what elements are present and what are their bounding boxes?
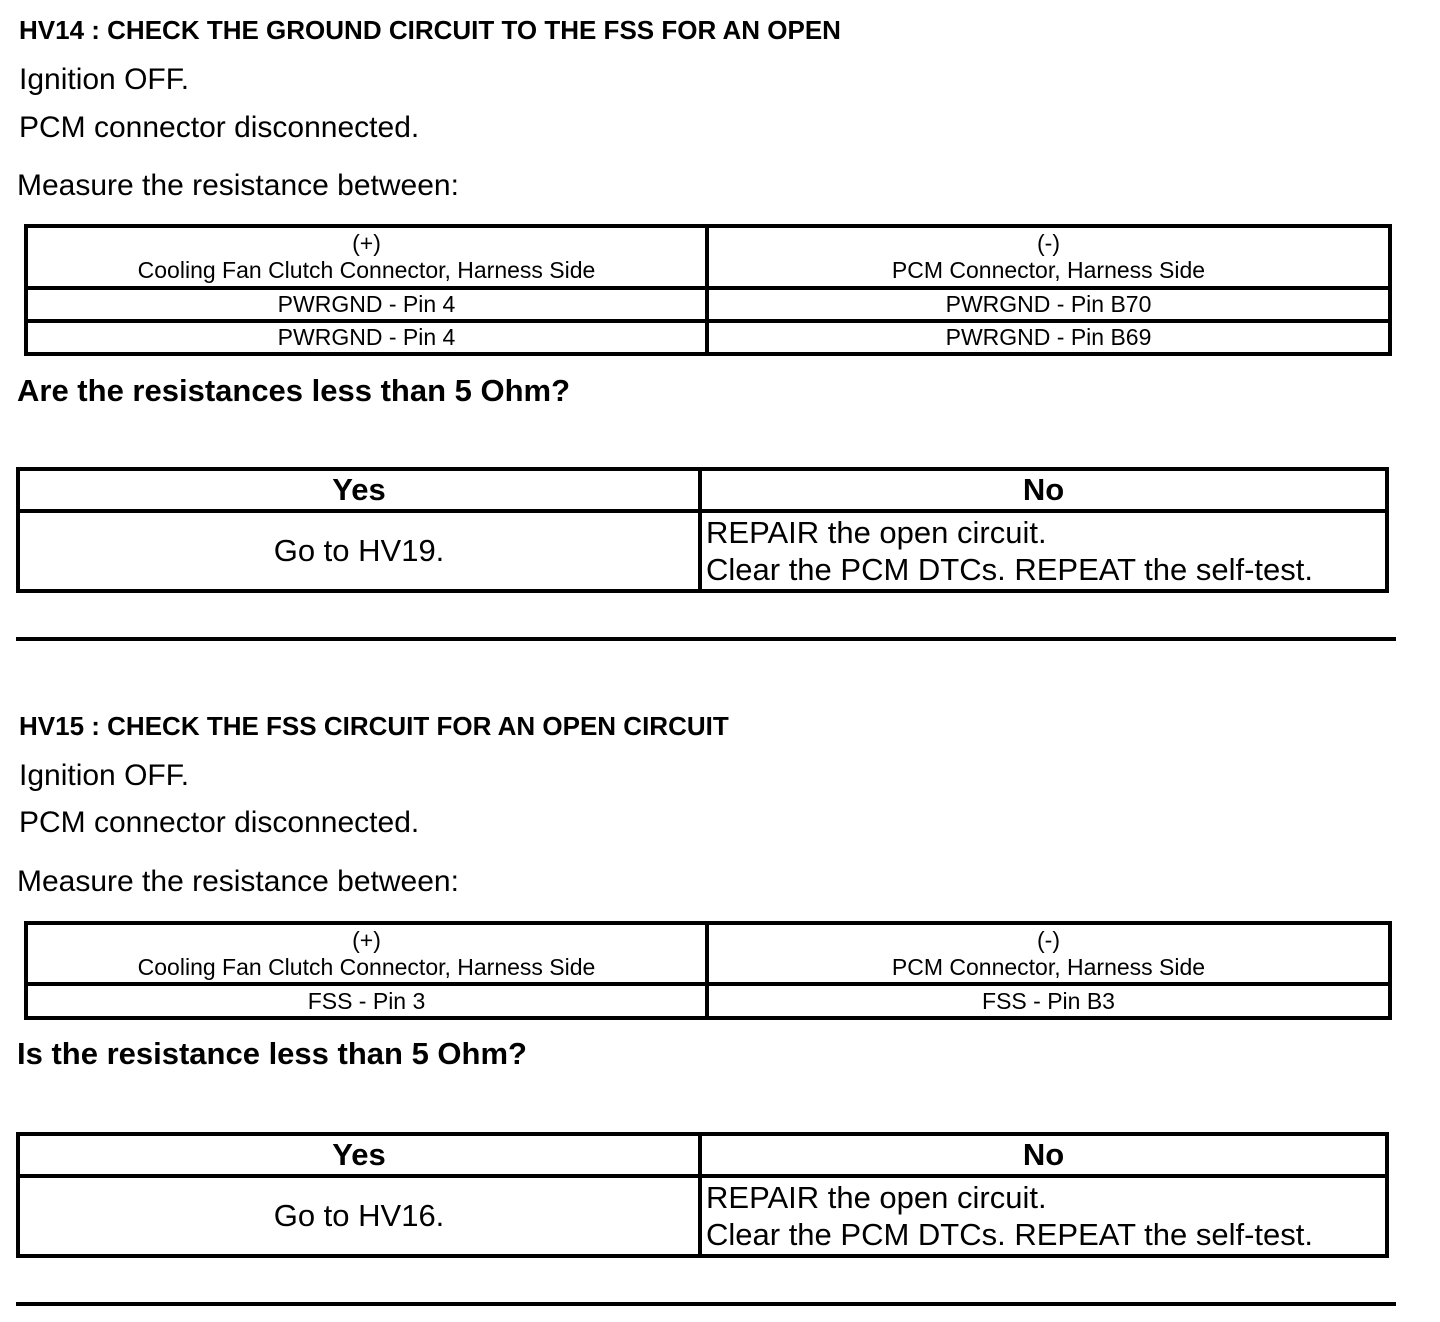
condition-ignition-off: Ignition OFF. [19, 63, 190, 96]
no-action [700, 511, 1387, 591]
result-header-row [18, 469, 1387, 511]
positive-probe-header [26, 226, 707, 288]
no-header: No [700, 469, 1387, 511]
result-table-hv14 [16, 467, 1389, 593]
result-table-hv15 [16, 1132, 1389, 1258]
negative-connector-label: PCM Connector, Harness Side [891, 953, 1206, 980]
section-title-hv15: HV15 : CHECK THE FSS CIRCUIT FOR AN OPEN CIRCUIT [19, 711, 729, 741]
positive-pin: PWRGND - Pin 4 [26, 321, 707, 354]
negative-connector-label: PCM Connector, Harness Side [891, 257, 1206, 283]
no-action-line: Clear the PCM DTCs. REPEAT the self-test. [706, 1217, 1313, 1252]
question-hv15: Is the resistance less than 5 Ohm? [17, 1036, 527, 1071]
measurement-row [26, 321, 1390, 354]
section-divider [16, 1302, 1396, 1306]
negative-probe-header [707, 226, 1390, 288]
no-action-line: Clear the PCM DTCs. REPEAT the self-test. [706, 552, 1313, 587]
result-action-row [18, 511, 1387, 591]
measurement-row [26, 984, 1390, 1018]
measurement-table-hv14 [24, 224, 1392, 356]
positive-pin: FSS - Pin 3 [26, 984, 707, 1018]
measurement-table-hv15 [24, 921, 1392, 1020]
negative-probe-header [707, 923, 1390, 984]
positive-connector-label: Cooling Fan Clutch Connector, Harness Side [137, 257, 596, 283]
positive-symbol: (+) [352, 926, 381, 953]
result-header-row [18, 1134, 1387, 1176]
condition-pcm-disconnected: PCM connector disconnected. [19, 111, 420, 144]
negative-symbol: (-) [1037, 926, 1060, 953]
result-action-row [18, 1176, 1387, 1256]
measure-instruction: Measure the resistance between: [17, 865, 459, 898]
no-action-line: REPAIR the open circuit. [706, 1180, 1047, 1215]
measurement-header-row [26, 923, 1390, 984]
positive-symbol: (+) [352, 230, 381, 256]
no-header: No [700, 1134, 1387, 1176]
positive-probe-header [26, 923, 707, 984]
yes-action-link[interactable]: Go to HV16. [18, 1176, 700, 1256]
yes-action-link[interactable]: Go to HV19. [18, 511, 700, 591]
measurement-header-row [26, 226, 1390, 288]
measure-instruction: Measure the resistance between: [17, 169, 459, 202]
condition-pcm-disconnected: PCM connector disconnected. [19, 806, 420, 839]
yes-header: Yes [18, 469, 700, 511]
positive-connector-label: Cooling Fan Clutch Connector, Harness Side [137, 953, 596, 980]
negative-pin: FSS - Pin B3 [707, 984, 1390, 1018]
no-action-line: REPAIR the open circuit. [706, 515, 1047, 550]
yes-header: Yes [18, 1134, 700, 1176]
negative-pin: PWRGND - Pin B70 [707, 288, 1390, 321]
section-title-hv14: HV14 : CHECK THE GROUND CIRCUIT TO THE FSS FOR AN OPEN [19, 15, 841, 45]
positive-pin: PWRGND - Pin 4 [26, 288, 707, 321]
condition-ignition-off: Ignition OFF. [19, 759, 190, 792]
measurement-row [26, 288, 1390, 321]
negative-symbol: (-) [1037, 230, 1060, 256]
no-action [700, 1176, 1387, 1256]
section-divider [16, 637, 1396, 641]
negative-pin: PWRGND - Pin B69 [707, 321, 1390, 354]
question-hv14: Are the resistances less than 5 Ohm? [17, 373, 571, 408]
